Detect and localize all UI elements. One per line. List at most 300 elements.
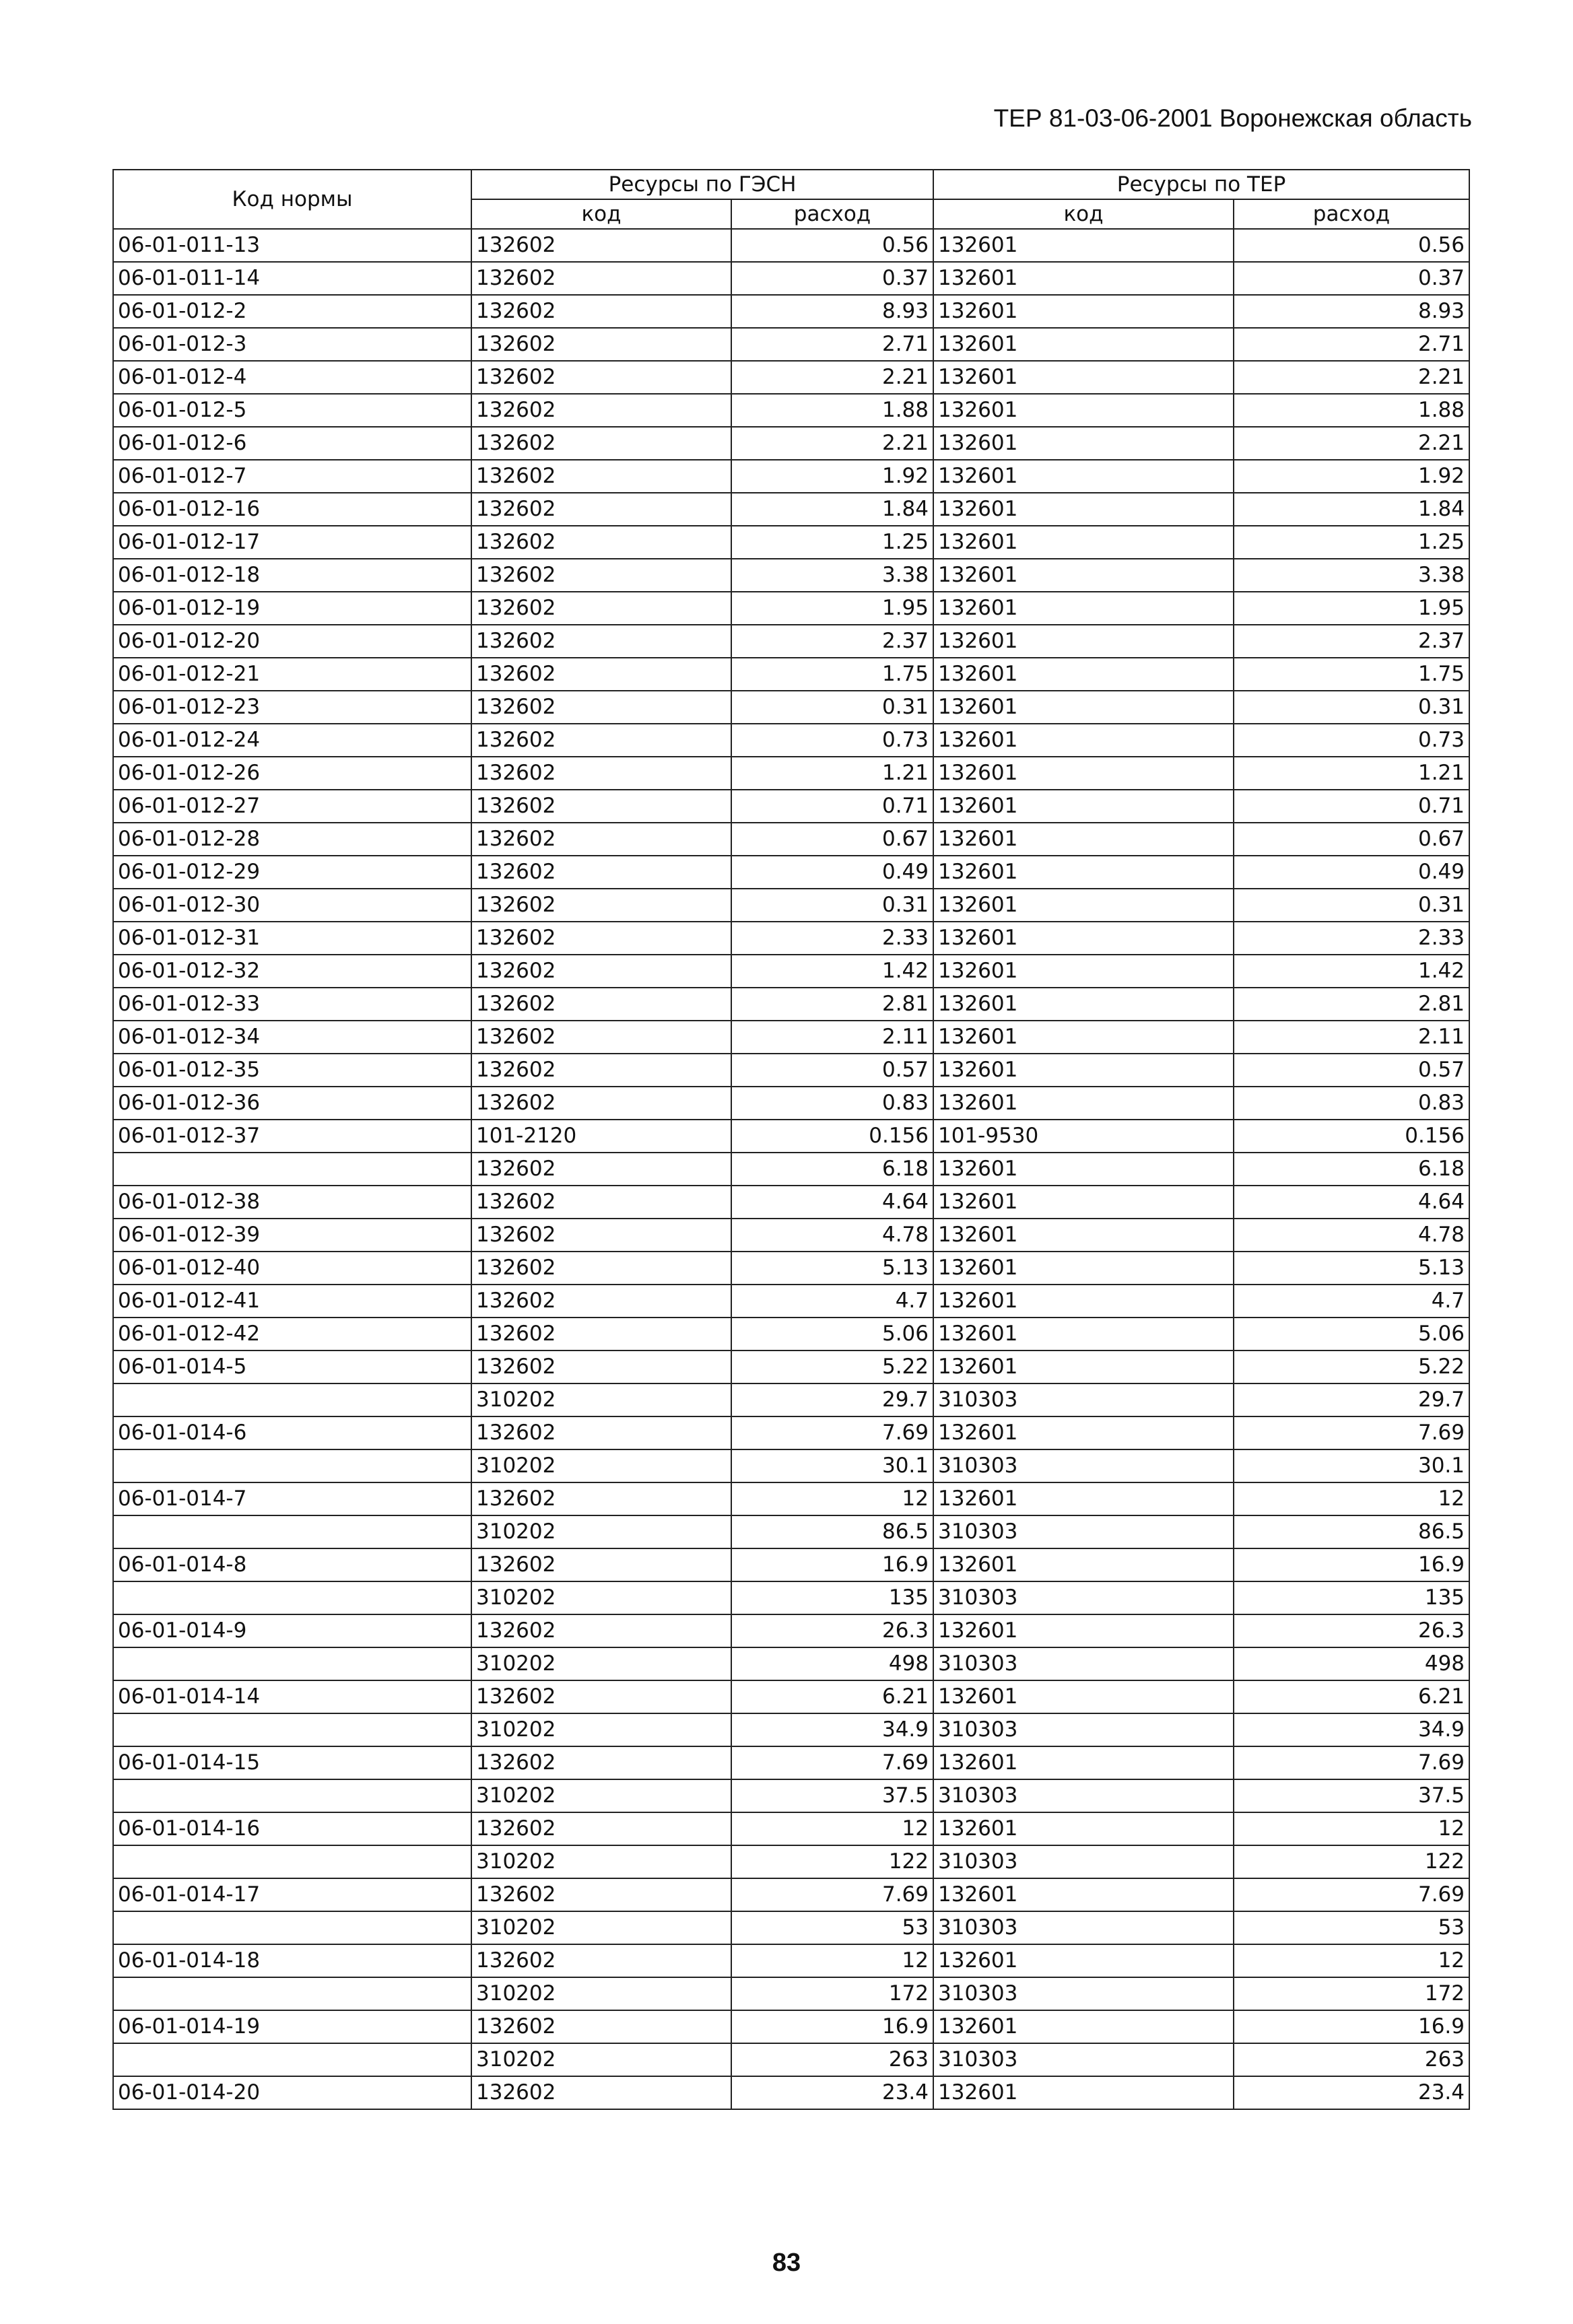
cell-gesn-code: 132602 xyxy=(471,856,731,889)
cell-ter-rate: 1.92 xyxy=(1234,460,1469,493)
cell-norm-code xyxy=(113,2043,471,2076)
cell-ter-code: 132601 xyxy=(933,493,1234,526)
cell-gesn-code: 310202 xyxy=(471,1383,731,1416)
cell-ter-rate: 4.7 xyxy=(1234,1285,1469,1318)
table-row xyxy=(113,1186,1469,1219)
cell-gesn-code: 132602 xyxy=(471,559,731,592)
table-row xyxy=(113,1054,1469,1087)
table-row xyxy=(113,526,1469,559)
cell-ter-code: 132601 xyxy=(933,658,1234,691)
cell-ter-code: 132601 xyxy=(933,1219,1234,1252)
cell-ter-rate: 4.64 xyxy=(1234,1186,1469,1219)
cell-norm-code: 06-01-012-41 xyxy=(113,1285,471,1318)
cell-gesn-rate: 4.64 xyxy=(731,1186,933,1219)
cell-gesn-code: 310202 xyxy=(471,1911,731,1944)
column-header-norm-code: Код нормы xyxy=(113,170,471,229)
table-row xyxy=(113,394,1469,427)
cell-gesn-rate: 0.31 xyxy=(731,691,933,724)
cell-ter-code: 310303 xyxy=(933,1845,1234,1878)
cell-ter-code: 132601 xyxy=(933,790,1234,823)
cell-norm-code: 06-01-014-15 xyxy=(113,1746,471,1779)
cell-ter-code: 132601 xyxy=(933,625,1234,658)
table-row xyxy=(113,493,1469,526)
cell-gesn-rate: 0.156 xyxy=(731,1120,933,1153)
table-row xyxy=(113,229,1469,262)
document-header: ТЕР 81-03-06-2001 Воронежская область xyxy=(993,104,1472,132)
cell-norm-code: 06-01-011-13 xyxy=(113,229,471,262)
cell-gesn-code: 132602 xyxy=(471,1285,731,1318)
cell-gesn-code: 132602 xyxy=(471,1186,731,1219)
cell-norm-code: 06-01-012-16 xyxy=(113,493,471,526)
table-row xyxy=(113,295,1469,328)
cell-ter-code: 132601 xyxy=(933,1087,1234,1120)
column-group-ter: Ресурсы по ТЕР xyxy=(933,170,1469,199)
cell-ter-code: 132601 xyxy=(933,1614,1234,1647)
cell-ter-rate: 2.21 xyxy=(1234,427,1469,460)
table-row xyxy=(113,658,1469,691)
cell-norm-code xyxy=(113,1153,471,1186)
cell-gesn-code: 132602 xyxy=(471,1878,731,1911)
cell-gesn-code: 310202 xyxy=(471,1515,731,1548)
cell-ter-rate: 5.22 xyxy=(1234,1351,1469,1383)
cell-gesn-rate: 12 xyxy=(731,1812,933,1845)
table-row xyxy=(113,592,1469,625)
cell-gesn-rate: 1.21 xyxy=(731,757,933,790)
cell-ter-rate: 2.11 xyxy=(1234,1021,1469,1054)
cell-ter-code: 310303 xyxy=(933,1911,1234,1944)
cell-ter-code: 132601 xyxy=(933,295,1234,328)
table-row xyxy=(113,724,1469,757)
cell-norm-code: 06-01-014-14 xyxy=(113,1680,471,1713)
cell-norm-code: 06-01-012-31 xyxy=(113,922,471,955)
table-row xyxy=(113,1153,1469,1186)
cell-gesn-code: 132602 xyxy=(471,592,731,625)
cell-ter-code: 310303 xyxy=(933,1779,1234,1812)
cell-gesn-rate: 0.83 xyxy=(731,1087,933,1120)
cell-ter-rate: 12 xyxy=(1234,1482,1469,1515)
cell-gesn-rate: 86.5 xyxy=(731,1515,933,1548)
table-row xyxy=(113,922,1469,955)
cell-gesn-rate: 0.49 xyxy=(731,856,933,889)
cell-ter-rate: 16.9 xyxy=(1234,1548,1469,1581)
cell-ter-code: 132601 xyxy=(933,724,1234,757)
cell-ter-rate: 135 xyxy=(1234,1581,1469,1614)
cell-ter-rate: 0.31 xyxy=(1234,889,1469,922)
table-row xyxy=(113,1219,1469,1252)
cell-gesn-rate: 2.37 xyxy=(731,625,933,658)
cell-norm-code: 06-01-014-19 xyxy=(113,2010,471,2043)
cell-norm-code: 06-01-012-20 xyxy=(113,625,471,658)
cell-gesn-code: 132602 xyxy=(471,394,731,427)
cell-gesn-rate: 5.13 xyxy=(731,1252,933,1285)
cell-norm-code: 06-01-012-30 xyxy=(113,889,471,922)
cell-gesn-code: 310202 xyxy=(471,2043,731,2076)
cell-gesn-code: 132602 xyxy=(471,658,731,691)
cell-norm-code xyxy=(113,1845,471,1878)
cell-gesn-code: 132602 xyxy=(471,1812,731,1845)
cell-gesn-code: 132602 xyxy=(471,1318,731,1351)
cell-gesn-code: 132602 xyxy=(471,1219,731,1252)
cell-norm-code: 06-01-012-24 xyxy=(113,724,471,757)
cell-ter-rate: 3.38 xyxy=(1234,559,1469,592)
cell-ter-code: 132601 xyxy=(933,1153,1234,1186)
cell-ter-code: 101-9530 xyxy=(933,1120,1234,1153)
cell-ter-code: 132601 xyxy=(933,1285,1234,1318)
cell-ter-rate: 6.18 xyxy=(1234,1153,1469,1186)
table-row xyxy=(113,2010,1469,2043)
cell-gesn-code: 132602 xyxy=(471,427,731,460)
cell-ter-code: 132601 xyxy=(933,1878,1234,1911)
cell-ter-code: 132601 xyxy=(933,1482,1234,1515)
cell-norm-code: 06-01-014-6 xyxy=(113,1416,471,1449)
cell-ter-rate: 1.21 xyxy=(1234,757,1469,790)
table-row xyxy=(113,1383,1469,1416)
cell-ter-rate: 1.88 xyxy=(1234,394,1469,427)
cell-gesn-code: 132602 xyxy=(471,2010,731,2043)
cell-gesn-code: 132602 xyxy=(471,790,731,823)
cell-gesn-rate: 1.92 xyxy=(731,460,933,493)
cell-ter-code: 132601 xyxy=(933,2076,1234,2109)
cell-ter-rate: 26.3 xyxy=(1234,1614,1469,1647)
cell-norm-code xyxy=(113,1977,471,2010)
cell-gesn-rate: 0.57 xyxy=(731,1054,933,1087)
cell-gesn-rate: 122 xyxy=(731,1845,933,1878)
cell-ter-rate: 2.81 xyxy=(1234,988,1469,1021)
table-row xyxy=(113,1449,1469,1482)
table-row xyxy=(113,1977,1469,2010)
table-row xyxy=(113,1515,1469,1548)
cell-norm-code: 06-01-014-9 xyxy=(113,1614,471,1647)
table-row xyxy=(113,1581,1469,1614)
cell-gesn-rate: 1.75 xyxy=(731,658,933,691)
cell-gesn-rate: 0.37 xyxy=(731,262,933,295)
cell-ter-code: 132601 xyxy=(933,1318,1234,1351)
cell-gesn-rate: 23.4 xyxy=(731,2076,933,2109)
cell-gesn-code: 132602 xyxy=(471,526,731,559)
cell-ter-rate: 172 xyxy=(1234,1977,1469,2010)
cell-ter-rate: 29.7 xyxy=(1234,1383,1469,1416)
table-row xyxy=(113,1746,1469,1779)
cell-norm-code xyxy=(113,1713,471,1746)
cell-norm-code: 06-01-011-14 xyxy=(113,262,471,295)
table-row xyxy=(113,1416,1469,1449)
cell-norm-code: 06-01-014-20 xyxy=(113,2076,471,2109)
cell-gesn-rate: 4.7 xyxy=(731,1285,933,1318)
cell-norm-code xyxy=(113,1779,471,1812)
table-row xyxy=(113,1647,1469,1680)
cell-norm-code: 06-01-012-42 xyxy=(113,1318,471,1351)
table-row xyxy=(113,1548,1469,1581)
cell-norm-code: 06-01-012-36 xyxy=(113,1087,471,1120)
cell-gesn-code: 132602 xyxy=(471,1482,731,1515)
cell-ter-rate: 0.57 xyxy=(1234,1054,1469,1087)
cell-gesn-code: 132602 xyxy=(471,229,731,262)
cell-gesn-rate: 1.84 xyxy=(731,493,933,526)
cell-norm-code: 06-01-012-4 xyxy=(113,361,471,394)
cell-ter-code: 132601 xyxy=(933,889,1234,922)
cell-ter-code: 132601 xyxy=(933,757,1234,790)
table-row xyxy=(113,856,1469,889)
cell-gesn-code: 132602 xyxy=(471,2076,731,2109)
cell-ter-rate: 0.37 xyxy=(1234,262,1469,295)
cell-norm-code: 06-01-014-18 xyxy=(113,1944,471,1977)
cell-ter-code: 132601 xyxy=(933,823,1234,856)
column-group-gesn: Ресурсы по ГЭСН xyxy=(471,170,933,199)
cell-ter-rate: 7.69 xyxy=(1234,1746,1469,1779)
cell-ter-rate: 2.21 xyxy=(1234,361,1469,394)
cell-norm-code: 06-01-014-16 xyxy=(113,1812,471,1845)
cell-gesn-rate: 135 xyxy=(731,1581,933,1614)
cell-gesn-rate: 6.18 xyxy=(731,1153,933,1186)
table-row xyxy=(113,790,1469,823)
cell-gesn-code: 132602 xyxy=(471,955,731,988)
cell-norm-code: 06-01-012-37 xyxy=(113,1120,471,1153)
cell-ter-code: 132601 xyxy=(933,856,1234,889)
cell-ter-rate: 5.06 xyxy=(1234,1318,1469,1351)
cell-ter-code: 132601 xyxy=(933,1252,1234,1285)
cell-norm-code: 06-01-012-18 xyxy=(113,559,471,592)
cell-gesn-code: 132602 xyxy=(471,724,731,757)
cell-gesn-rate: 5.22 xyxy=(731,1351,933,1383)
cell-ter-code: 132601 xyxy=(933,2010,1234,2043)
table-row xyxy=(113,328,1469,361)
column-header-ter-code: код xyxy=(933,199,1234,229)
table-row xyxy=(113,988,1469,1021)
cell-ter-code: 310303 xyxy=(933,1449,1234,1482)
cell-ter-code: 132601 xyxy=(933,229,1234,262)
cell-gesn-rate: 2.33 xyxy=(731,922,933,955)
cell-gesn-rate: 12 xyxy=(731,1482,933,1515)
table-row xyxy=(113,1779,1469,1812)
cell-gesn-code: 101-2120 xyxy=(471,1120,731,1153)
table-row xyxy=(113,2076,1469,2109)
cell-ter-rate: 16.9 xyxy=(1234,2010,1469,2043)
table-row xyxy=(113,2043,1469,2076)
cell-ter-rate: 498 xyxy=(1234,1647,1469,1680)
cell-gesn-rate: 0.67 xyxy=(731,823,933,856)
table-row xyxy=(113,1351,1469,1383)
cell-gesn-rate: 16.9 xyxy=(731,2010,933,2043)
table-row xyxy=(113,1087,1469,1120)
cell-gesn-code: 310202 xyxy=(471,1713,731,1746)
cell-ter-rate: 1.95 xyxy=(1234,592,1469,625)
cell-ter-code: 132601 xyxy=(933,592,1234,625)
cell-norm-code: 06-01-012-2 xyxy=(113,295,471,328)
cell-ter-rate: 0.67 xyxy=(1234,823,1469,856)
cell-gesn-code: 132602 xyxy=(471,922,731,955)
cell-ter-code: 310303 xyxy=(933,1383,1234,1416)
cell-gesn-code: 132602 xyxy=(471,493,731,526)
table-row xyxy=(113,1482,1469,1515)
cell-norm-code: 06-01-012-3 xyxy=(113,328,471,361)
cell-norm-code: 06-01-014-7 xyxy=(113,1482,471,1515)
cell-gesn-code: 132602 xyxy=(471,1944,731,1977)
column-header-gesn-rate: расход xyxy=(731,199,933,229)
page-number: 83 xyxy=(772,2249,801,2277)
cell-gesn-code: 132602 xyxy=(471,1548,731,1581)
cell-gesn-code: 132602 xyxy=(471,1614,731,1647)
cell-ter-rate: 0.31 xyxy=(1234,691,1469,724)
cell-gesn-rate: 0.73 xyxy=(731,724,933,757)
cell-ter-rate: 1.42 xyxy=(1234,955,1469,988)
cell-gesn-rate: 2.71 xyxy=(731,328,933,361)
cell-gesn-code: 310202 xyxy=(471,1647,731,1680)
cell-gesn-code: 132602 xyxy=(471,1416,731,1449)
cell-gesn-rate: 7.69 xyxy=(731,1878,933,1911)
resource-table xyxy=(112,169,1470,2110)
table-row xyxy=(113,889,1469,922)
cell-ter-code: 132601 xyxy=(933,955,1234,988)
cell-gesn-rate: 30.1 xyxy=(731,1449,933,1482)
cell-ter-code: 132601 xyxy=(933,988,1234,1021)
cell-gesn-code: 132602 xyxy=(471,262,731,295)
cell-ter-code: 310303 xyxy=(933,1647,1234,1680)
cell-norm-code xyxy=(113,1515,471,1548)
cell-ter-code: 132601 xyxy=(933,1812,1234,1845)
cell-gesn-code: 132602 xyxy=(471,889,731,922)
cell-norm-code xyxy=(113,1449,471,1482)
cell-ter-code: 310303 xyxy=(933,1977,1234,2010)
cell-gesn-code: 132602 xyxy=(471,1746,731,1779)
cell-gesn-rate: 1.95 xyxy=(731,592,933,625)
cell-norm-code: 06-01-012-38 xyxy=(113,1186,471,1219)
cell-gesn-rate: 1.25 xyxy=(731,526,933,559)
cell-gesn-rate: 1.42 xyxy=(731,955,933,988)
cell-ter-rate: 1.25 xyxy=(1234,526,1469,559)
cell-gesn-rate: 29.7 xyxy=(731,1383,933,1416)
cell-gesn-rate: 3.38 xyxy=(731,559,933,592)
cell-ter-code: 132601 xyxy=(933,559,1234,592)
cell-ter-code: 132601 xyxy=(933,394,1234,427)
cell-norm-code: 06-01-012-40 xyxy=(113,1252,471,1285)
cell-ter-rate: 0.49 xyxy=(1234,856,1469,889)
cell-ter-code: 132601 xyxy=(933,526,1234,559)
cell-gesn-rate: 0.71 xyxy=(731,790,933,823)
table-row xyxy=(113,1120,1469,1153)
cell-ter-code: 132601 xyxy=(933,427,1234,460)
cell-gesn-code: 132602 xyxy=(471,988,731,1021)
cell-ter-rate: 37.5 xyxy=(1234,1779,1469,1812)
cell-norm-code xyxy=(113,1581,471,1614)
cell-ter-rate: 0.56 xyxy=(1234,229,1469,262)
cell-ter-rate: 8.93 xyxy=(1234,295,1469,328)
cell-norm-code: 06-01-012-19 xyxy=(113,592,471,625)
cell-norm-code xyxy=(113,1911,471,1944)
cell-norm-code: 06-01-012-7 xyxy=(113,460,471,493)
cell-gesn-rate: 5.06 xyxy=(731,1318,933,1351)
cell-gesn-code: 132602 xyxy=(471,625,731,658)
table-row xyxy=(113,1911,1469,1944)
table-row xyxy=(113,1812,1469,1845)
cell-ter-rate: 1.84 xyxy=(1234,493,1469,526)
cell-norm-code xyxy=(113,1647,471,1680)
cell-norm-code: 06-01-012-5 xyxy=(113,394,471,427)
cell-gesn-rate: 4.78 xyxy=(731,1219,933,1252)
cell-gesn-rate: 0.56 xyxy=(731,229,933,262)
cell-gesn-rate: 6.21 xyxy=(731,1680,933,1713)
cell-norm-code xyxy=(113,1383,471,1416)
table-row xyxy=(113,1944,1469,1977)
cell-gesn-code: 132602 xyxy=(471,460,731,493)
cell-gesn-code: 310202 xyxy=(471,1449,731,1482)
cell-norm-code: 06-01-014-17 xyxy=(113,1878,471,1911)
cell-norm-code: 06-01-012-27 xyxy=(113,790,471,823)
cell-ter-rate: 12 xyxy=(1234,1944,1469,1977)
table-row xyxy=(113,823,1469,856)
table-row xyxy=(113,427,1469,460)
cell-norm-code: 06-01-012-35 xyxy=(113,1054,471,1087)
cell-norm-code: 06-01-012-23 xyxy=(113,691,471,724)
table-row xyxy=(113,1021,1469,1054)
cell-gesn-code: 132602 xyxy=(471,328,731,361)
cell-ter-rate: 6.21 xyxy=(1234,1680,1469,1713)
cell-norm-code: 06-01-012-26 xyxy=(113,757,471,790)
cell-ter-code: 132601 xyxy=(933,922,1234,955)
cell-ter-code: 310303 xyxy=(933,1713,1234,1746)
cell-ter-rate: 12 xyxy=(1234,1812,1469,1845)
cell-gesn-code: 310202 xyxy=(471,1845,731,1878)
cell-gesn-rate: 37.5 xyxy=(731,1779,933,1812)
cell-ter-rate: 34.9 xyxy=(1234,1713,1469,1746)
cell-ter-code: 132601 xyxy=(933,1680,1234,1713)
cell-norm-code: 06-01-014-8 xyxy=(113,1548,471,1581)
table-row xyxy=(113,1680,1469,1713)
cell-gesn-code: 310202 xyxy=(471,1779,731,1812)
table-body xyxy=(113,229,1469,2109)
cell-ter-code: 132601 xyxy=(933,1186,1234,1219)
cell-ter-rate: 0.73 xyxy=(1234,724,1469,757)
table-row xyxy=(113,559,1469,592)
cell-ter-rate: 86.5 xyxy=(1234,1515,1469,1548)
cell-ter-rate: 0.83 xyxy=(1234,1087,1469,1120)
table-row xyxy=(113,1614,1469,1647)
cell-gesn-rate: 12 xyxy=(731,1944,933,1977)
cell-ter-rate: 2.37 xyxy=(1234,625,1469,658)
cell-gesn-rate: 1.88 xyxy=(731,394,933,427)
cell-ter-code: 132601 xyxy=(933,1746,1234,1779)
table-row xyxy=(113,625,1469,658)
cell-gesn-rate: 7.69 xyxy=(731,1416,933,1449)
cell-norm-code: 06-01-012-33 xyxy=(113,988,471,1021)
cell-gesn-rate: 0.31 xyxy=(731,889,933,922)
table-row xyxy=(113,1318,1469,1351)
cell-norm-code: 06-01-012-34 xyxy=(113,1021,471,1054)
cell-gesn-rate: 172 xyxy=(731,1977,933,2010)
cell-gesn-code: 132602 xyxy=(471,295,731,328)
table-row xyxy=(113,460,1469,493)
cell-norm-code: 06-01-012-17 xyxy=(113,526,471,559)
cell-gesn-code: 132602 xyxy=(471,1680,731,1713)
cell-ter-rate: 0.156 xyxy=(1234,1120,1469,1153)
cell-gesn-code: 132602 xyxy=(471,691,731,724)
cell-gesn-rate: 2.81 xyxy=(731,988,933,1021)
cell-norm-code: 06-01-012-32 xyxy=(113,955,471,988)
cell-ter-code: 132601 xyxy=(933,1416,1234,1449)
table-row xyxy=(113,691,1469,724)
cell-ter-rate: 23.4 xyxy=(1234,2076,1469,2109)
cell-gesn-code: 132602 xyxy=(471,1252,731,1285)
table-row xyxy=(113,1285,1469,1318)
cell-gesn-rate: 498 xyxy=(731,1647,933,1680)
table-row xyxy=(113,955,1469,988)
table-row xyxy=(113,757,1469,790)
table-row xyxy=(113,1878,1469,1911)
cell-ter-code: 310303 xyxy=(933,1581,1234,1614)
cell-gesn-rate: 2.11 xyxy=(731,1021,933,1054)
cell-norm-code: 06-01-012-39 xyxy=(113,1219,471,1252)
cell-ter-rate: 30.1 xyxy=(1234,1449,1469,1482)
cell-gesn-rate: 7.69 xyxy=(731,1746,933,1779)
